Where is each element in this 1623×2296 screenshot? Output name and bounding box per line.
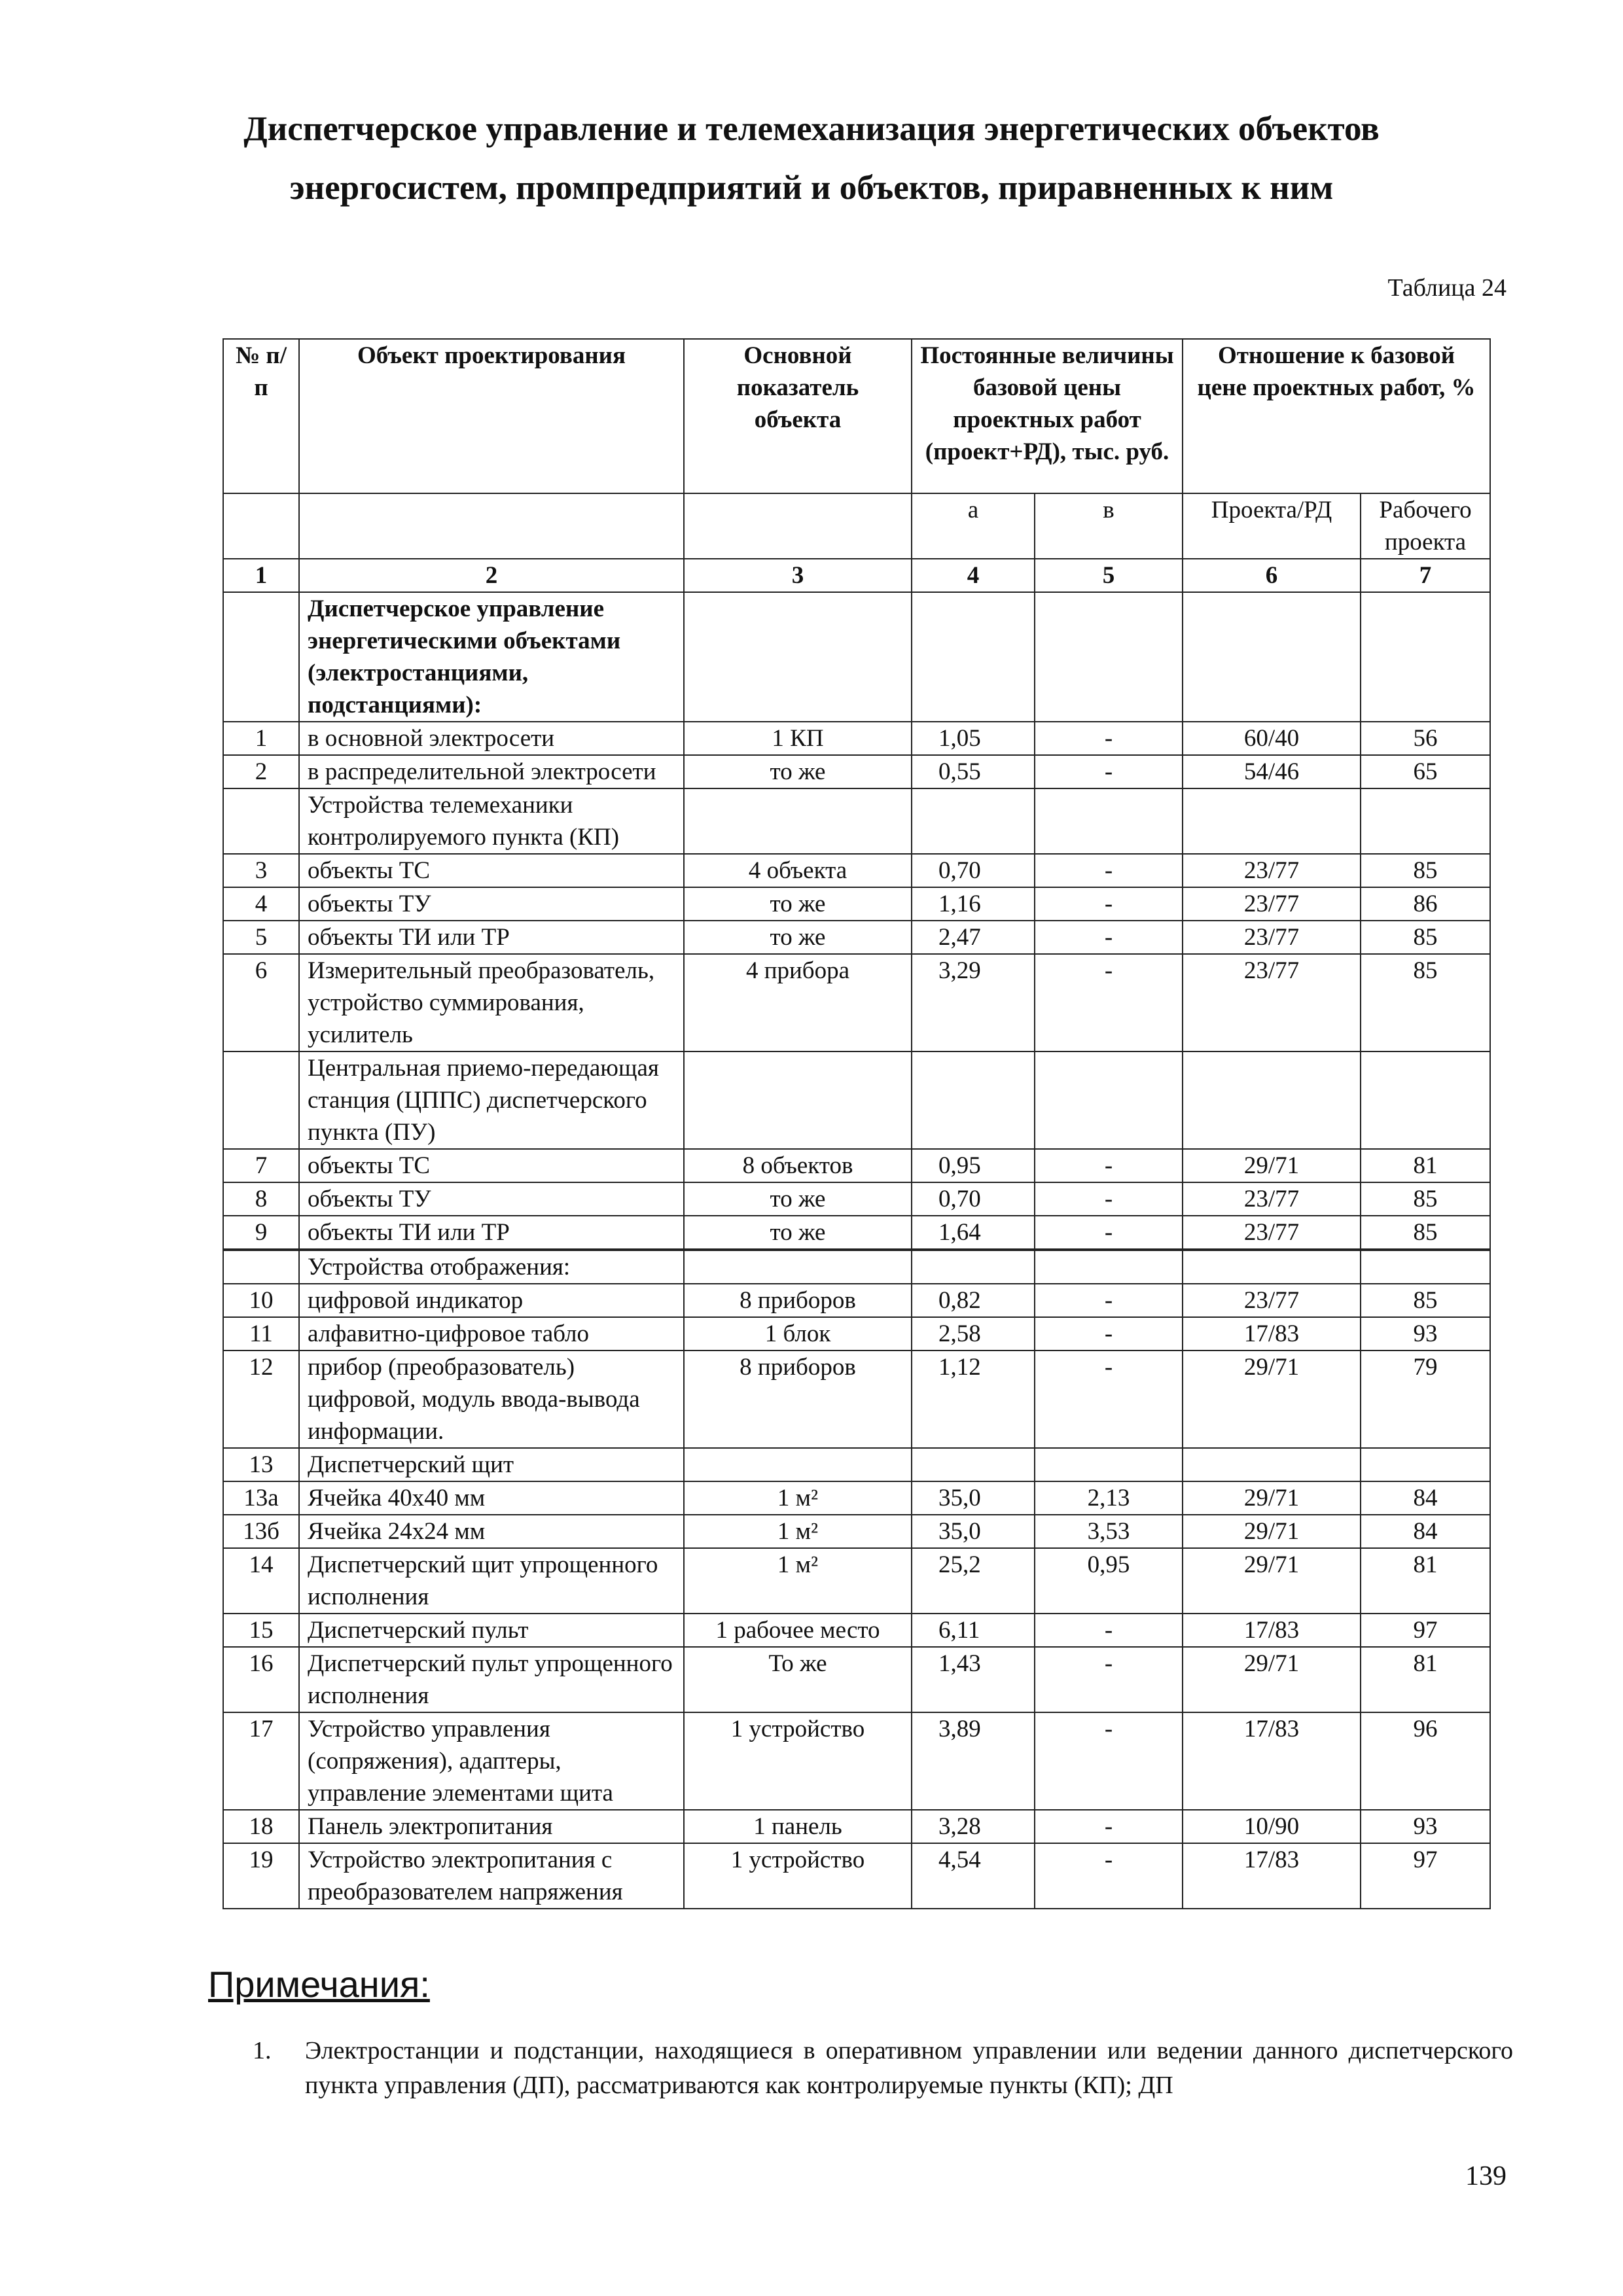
row-indicator: 8 приборов [684, 1284, 912, 1317]
row-working-project-ratio [1361, 592, 1490, 722]
header-object: Объект проектирования [299, 339, 684, 493]
table-row [223, 1712, 1490, 1810]
subheader-empty [299, 493, 684, 559]
row-number: 4 [223, 887, 299, 921]
header-indicator: Основной показатель объекта [684, 339, 912, 493]
row-number: 18 [223, 1810, 299, 1843]
row-value-b: - [1035, 755, 1183, 788]
row-project-rd-ratio [1183, 1051, 1361, 1149]
table-row [223, 755, 1490, 788]
table-row [223, 954, 1490, 1051]
row-project-rd-ratio [1183, 1250, 1361, 1284]
table-header-row [223, 339, 1490, 493]
subheader-empty [684, 493, 912, 559]
row-value-a: 6,11 [912, 1614, 1035, 1647]
row-value-a: 3,89 [912, 1712, 1035, 1810]
row-value-a [912, 1448, 1035, 1481]
row-project-rd-ratio: 23/77 [1183, 887, 1361, 921]
row-value-a: 1,16 [912, 887, 1035, 921]
row-value-b [1035, 592, 1183, 722]
table-row [223, 1515, 1490, 1548]
column-numbers-row [223, 559, 1490, 592]
table-row [223, 1481, 1490, 1515]
row-indicator: 4 прибора [684, 954, 912, 1051]
row-working-project-ratio: 85 [1361, 1216, 1490, 1249]
row-working-project-ratio: 93 [1361, 1317, 1490, 1351]
row-working-project-ratio: 85 [1361, 1284, 1490, 1317]
row-indicator [684, 592, 912, 722]
row-working-project-ratio [1361, 1250, 1490, 1284]
row-project-rd-ratio: 23/77 [1183, 1216, 1361, 1249]
table-row [223, 1647, 1490, 1712]
row-object: Ячейка 24х24 мм [299, 1515, 684, 1548]
subheader-project-rd: Проекта/РД [1183, 493, 1361, 559]
row-project-rd-ratio: 29/71 [1183, 1647, 1361, 1712]
row-number: 13б [223, 1515, 299, 1548]
row-working-project-ratio: 84 [1361, 1481, 1490, 1515]
row-working-project-ratio: 97 [1361, 1614, 1490, 1647]
row-number: 15 [223, 1614, 299, 1647]
note-1 [253, 2034, 1513, 2103]
row-working-project-ratio: 81 [1361, 1647, 1490, 1712]
table-row [223, 592, 1490, 722]
row-number: 13 [223, 1448, 299, 1481]
row-number: 14 [223, 1548, 299, 1614]
row-value-b: - [1035, 1351, 1183, 1448]
row-value-b: - [1035, 1216, 1183, 1249]
row-working-project-ratio [1361, 1448, 1490, 1481]
row-number [223, 1051, 299, 1149]
row-object: в основной электросети [299, 722, 684, 755]
price-table [223, 338, 1491, 1909]
row-value-b: - [1035, 1647, 1183, 1712]
row-value-b [1035, 1250, 1183, 1284]
row-project-rd-ratio [1183, 1448, 1361, 1481]
row-number [223, 788, 299, 854]
row-working-project-ratio: 85 [1361, 921, 1490, 954]
row-value-b: 3,53 [1035, 1515, 1183, 1548]
col-number: 7 [1361, 559, 1490, 592]
subheader-working-project: Рабочего проекта [1361, 493, 1490, 559]
subheader-b: в [1035, 493, 1183, 559]
row-project-rd-ratio: 23/77 [1183, 1182, 1361, 1216]
row-value-b: - [1035, 1182, 1183, 1216]
row-value-b: - [1035, 722, 1183, 755]
page-number: 139 [1465, 2161, 1507, 2191]
row-project-rd-ratio: 23/77 [1183, 1284, 1361, 1317]
row-number [223, 1250, 299, 1284]
subheader-empty [223, 493, 299, 559]
row-indicator [684, 1250, 912, 1284]
row-value-b: 2,13 [1035, 1481, 1183, 1515]
row-number: 7 [223, 1149, 299, 1182]
row-indicator: 1 рабочее место [684, 1614, 912, 1647]
row-project-rd-ratio: 29/71 [1183, 1515, 1361, 1548]
table-row [223, 854, 1490, 887]
row-object: Устройство управления (сопряжения), адаптеры, управление элементами щита [299, 1712, 684, 1810]
row-working-project-ratio: 79 [1361, 1351, 1490, 1448]
row-value-a: 1,12 [912, 1351, 1035, 1448]
row-value-a [912, 788, 1035, 854]
row-value-a: 2,47 [912, 921, 1035, 954]
row-value-a: 35,0 [912, 1481, 1035, 1515]
table-row [223, 788, 1490, 854]
row-object: Диспетчерский пульт упрощенного исполнения [299, 1647, 684, 1712]
document-title-line-2: энергосистем, промпредприятий и объектов, приравненных к ним [289, 169, 1334, 207]
row-project-rd-ratio: 29/71 [1183, 1351, 1361, 1448]
notes-title: Примечания: [208, 1964, 430, 2005]
row-number: 9 [223, 1216, 299, 1249]
row-working-project-ratio [1361, 1051, 1490, 1149]
table-row [223, 887, 1490, 921]
row-object: объекты ТС [299, 854, 684, 887]
row-object: Ячейка 40х40 мм [299, 1481, 684, 1515]
row-value-b: - [1035, 1843, 1183, 1909]
row-working-project-ratio: 93 [1361, 1810, 1490, 1843]
row-project-rd-ratio [1183, 788, 1361, 854]
row-object: объекты ТИ или ТР [299, 921, 684, 954]
row-number: 13а [223, 1481, 299, 1515]
row-value-a: 1,64 [912, 1216, 1035, 1249]
row-object: Измерительный преобразователь, устройство суммирования, усилитель [299, 954, 684, 1051]
row-working-project-ratio: 65 [1361, 755, 1490, 788]
row-project-rd-ratio: 23/77 [1183, 954, 1361, 1051]
col-number: 6 [1183, 559, 1361, 592]
table-row [223, 722, 1490, 755]
row-number: 19 [223, 1843, 299, 1909]
row-value-b [1035, 1051, 1183, 1149]
row-working-project-ratio: 96 [1361, 1712, 1490, 1810]
row-project-rd-ratio: 17/83 [1183, 1712, 1361, 1810]
table-label: Таблица 24 [1387, 274, 1507, 302]
table-row [223, 921, 1490, 954]
row-indicator: то же [684, 1182, 912, 1216]
col-number: 2 [299, 559, 684, 592]
row-number: 6 [223, 954, 299, 1051]
row-object: объекты ТУ [299, 887, 684, 921]
row-indicator: то же [684, 1216, 912, 1249]
row-value-a: 0,70 [912, 1182, 1035, 1216]
table-row [223, 1149, 1490, 1182]
row-project-rd-ratio: 54/46 [1183, 755, 1361, 788]
row-value-b: - [1035, 1317, 1183, 1351]
row-object: Диспетчерский щит [299, 1448, 684, 1481]
row-number: 12 [223, 1351, 299, 1448]
row-object: алфавитно-цифровое табло [299, 1317, 684, 1351]
row-indicator: то же [684, 755, 912, 788]
table-row [223, 1182, 1490, 1216]
row-value-a: 3,28 [912, 1810, 1035, 1843]
row-value-b [1035, 1448, 1183, 1481]
row-working-project-ratio: 86 [1361, 887, 1490, 921]
row-value-b: - [1035, 887, 1183, 921]
row-indicator: 1 м² [684, 1548, 912, 1614]
row-value-a: 0,82 [912, 1284, 1035, 1317]
row-project-rd-ratio: 17/83 [1183, 1614, 1361, 1647]
row-value-a: 0,70 [912, 854, 1035, 887]
row-number: 16 [223, 1647, 299, 1712]
row-working-project-ratio: 56 [1361, 722, 1490, 755]
row-indicator: 1 устройство [684, 1712, 912, 1810]
row-value-b: - [1035, 1284, 1183, 1317]
row-project-rd-ratio: 17/83 [1183, 1843, 1361, 1909]
row-indicator: то же [684, 921, 912, 954]
row-object: Диспетчерское управление энергетическими объектами (электростанциями, подстанциями): [299, 592, 684, 722]
table-subheader-row [223, 493, 1490, 559]
row-number: 3 [223, 854, 299, 887]
row-object: Устройства телемеханики контролируемого пункта (КП) [299, 788, 684, 854]
row-indicator: то же [684, 887, 912, 921]
header-constants: Постоянные величины базовой цены проектных работ (проект+РД), тыс. руб. [912, 339, 1183, 493]
row-value-b: - [1035, 1149, 1183, 1182]
row-indicator: 1 КП [684, 722, 912, 755]
row-working-project-ratio: 84 [1361, 1515, 1490, 1548]
table-row [223, 1216, 1490, 1249]
table-row [223, 1284, 1490, 1317]
col-number: 4 [912, 559, 1035, 592]
row-value-b: - [1035, 954, 1183, 1051]
row-value-a [912, 592, 1035, 722]
row-value-a: 25,2 [912, 1548, 1035, 1614]
row-indicator: 1 устройство [684, 1843, 912, 1909]
row-object: Устройство электропитания с преобразователем напряжения [299, 1843, 684, 1909]
note-1-text: Электростанции и подстанции, находящиеся в оперативном управлении или ведении данного диспетчерского пункта управления (ДП), рассматриваются как контролируемые пункты (КП); ДП [305, 2037, 1513, 2099]
row-object: объекты ТУ [299, 1182, 684, 1216]
row-object: объекты ТС [299, 1149, 684, 1182]
row-working-project-ratio: 81 [1361, 1149, 1490, 1182]
header-ratio: Отношение к базовой цене проектных работ, % [1183, 339, 1490, 493]
row-indicator: 1 блок [684, 1317, 912, 1351]
row-object: Диспетчерский пульт [299, 1614, 684, 1647]
table-row [223, 1351, 1490, 1448]
row-object: Диспетчерский щит упрощенного исполнения [299, 1548, 684, 1614]
row-indicator: 1 м² [684, 1481, 912, 1515]
row-indicator: 8 приборов [684, 1351, 912, 1448]
col-number: 1 [223, 559, 299, 592]
row-value-a: 2,58 [912, 1317, 1035, 1351]
header-num: № п/п [223, 339, 299, 493]
table-row [223, 1250, 1490, 1284]
row-object: прибор (преобразователь) цифровой, модуль ввода-вывода информации. [299, 1351, 684, 1448]
table-row [223, 1843, 1490, 1909]
row-number [223, 592, 299, 722]
row-working-project-ratio: 85 [1361, 954, 1490, 1051]
row-working-project-ratio: 85 [1361, 854, 1490, 887]
row-object: Устройства отображения: [299, 1250, 684, 1284]
subheader-a: а [912, 493, 1035, 559]
row-working-project-ratio: 97 [1361, 1843, 1490, 1909]
row-value-b: - [1035, 1712, 1183, 1810]
note-1-number: 1. [253, 2037, 272, 2064]
row-value-a: 1,43 [912, 1647, 1035, 1712]
table-row [223, 1810, 1490, 1843]
row-indicator: То же [684, 1647, 912, 1712]
row-value-a: 3,29 [912, 954, 1035, 1051]
row-indicator: 1 панель [684, 1810, 912, 1843]
row-project-rd-ratio [1183, 592, 1361, 722]
table-row [223, 1548, 1490, 1614]
row-value-b [1035, 788, 1183, 854]
row-indicator: 4 объекта [684, 854, 912, 887]
row-number: 5 [223, 921, 299, 954]
row-object: Центральная приемо-передающая станция (ЦППС) диспетчерского пункта (ПУ) [299, 1051, 684, 1149]
row-value-b: - [1035, 854, 1183, 887]
row-number: 17 [223, 1712, 299, 1810]
row-value-b: - [1035, 921, 1183, 954]
row-working-project-ratio [1361, 788, 1490, 854]
row-value-b: - [1035, 1614, 1183, 1647]
col-number: 5 [1035, 559, 1183, 592]
row-project-rd-ratio: 23/77 [1183, 921, 1361, 954]
table-row [223, 1317, 1490, 1351]
row-object: объекты ТИ или ТР [299, 1216, 684, 1249]
row-value-b: 0,95 [1035, 1548, 1183, 1614]
row-number: 10 [223, 1284, 299, 1317]
row-number: 8 [223, 1182, 299, 1216]
row-project-rd-ratio: 60/40 [1183, 722, 1361, 755]
row-project-rd-ratio: 10/90 [1183, 1810, 1361, 1843]
row-indicator: 8 объектов [684, 1149, 912, 1182]
row-object: цифровой индикатор [299, 1284, 684, 1317]
row-project-rd-ratio: 29/71 [1183, 1149, 1361, 1182]
row-object: в распределительной электросети [299, 755, 684, 788]
row-value-a: 35,0 [912, 1515, 1035, 1548]
row-object: Панель электропитания [299, 1810, 684, 1843]
row-indicator [684, 1051, 912, 1149]
row-value-a: 4,54 [912, 1843, 1035, 1909]
row-indicator [684, 788, 912, 854]
row-value-b: - [1035, 1810, 1183, 1843]
row-value-a [912, 1250, 1035, 1284]
table-row [223, 1448, 1490, 1481]
table-row [223, 1051, 1490, 1149]
row-value-a: 0,95 [912, 1149, 1035, 1182]
row-project-rd-ratio: 29/71 [1183, 1548, 1361, 1614]
row-working-project-ratio: 85 [1361, 1182, 1490, 1216]
row-indicator [684, 1448, 912, 1481]
row-project-rd-ratio: 17/83 [1183, 1317, 1361, 1351]
row-value-a [912, 1051, 1035, 1149]
row-indicator: 1 м² [684, 1515, 912, 1548]
row-number: 11 [223, 1317, 299, 1351]
row-working-project-ratio: 81 [1361, 1548, 1490, 1614]
row-number: 2 [223, 755, 299, 788]
row-value-a: 0,55 [912, 755, 1035, 788]
row-project-rd-ratio: 29/71 [1183, 1481, 1361, 1515]
row-project-rd-ratio: 23/77 [1183, 854, 1361, 887]
row-value-a: 1,05 [912, 722, 1035, 755]
table-row [223, 1614, 1490, 1647]
document-title-line-1: Диспетчерское управление и телемеханизация энергетических объектов [243, 110, 1380, 148]
row-number: 1 [223, 722, 299, 755]
col-number: 3 [684, 559, 912, 592]
